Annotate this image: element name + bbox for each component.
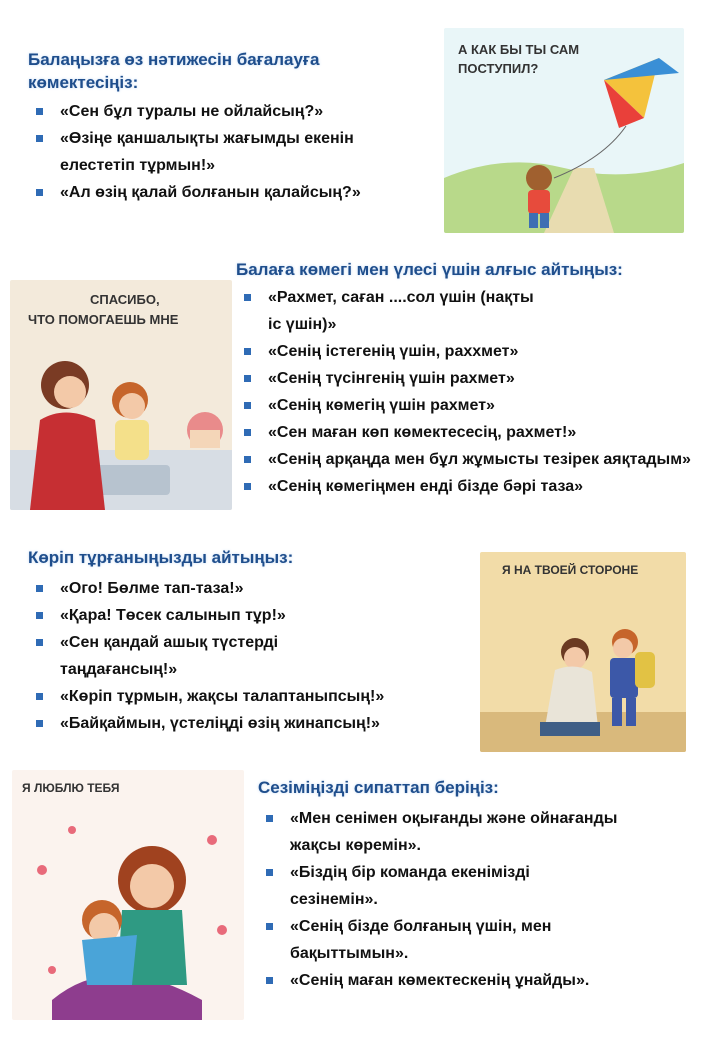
list-item: «Сенің көмегің үшін рахмет»	[236, 392, 712, 419]
image-caption: А КАК БЫ ТЫ САМ	[458, 42, 580, 57]
image-caption: Я НА ТВОЕЙ СТОРОНЕ	[502, 563, 639, 577]
section-heading: Сезіміңізді сипаттап беріңіз:	[258, 778, 499, 797]
section-heading: Балаға көмегі мен үлесі үшін алғыс айтыңыз:	[236, 260, 623, 279]
list-item: «Сен бұл туралы не ойлайсың?»	[28, 98, 448, 125]
image-caption: ЧТО ПОМОГАЕШЬ МНЕ	[28, 312, 179, 327]
section-evaluate	[28, 48, 448, 206]
section-thanks	[236, 258, 712, 500]
list-item: «Көріп тұрмын, жақсы талаптаныпсың!»	[28, 683, 478, 710]
section-heading: Балаңызға өз нәтижесін бағалауға көмектесіңіз:	[28, 50, 320, 92]
image-caption: СПАСИБО,	[90, 292, 160, 307]
list-item: «Мен сенімен оқығанды және ойнағанды жақсы көремін».	[258, 805, 620, 859]
image-caption: ПОСТУПИЛ?	[458, 61, 539, 76]
list-item: «Рахмет, саған ....сол үшін (нақты іс үшін)»	[236, 284, 538, 338]
image-caption: Я ЛЮБЛЮ ТЕБЯ	[22, 781, 120, 795]
list-item: «Қара! Төсек салынып тұр!»	[28, 602, 478, 629]
list-item: «Сенің арқаңда мен бұл жұмысты тезірек аяқтадым»	[236, 446, 708, 473]
list-item: «Сен маған көп көмектесесің, рахмет!»	[236, 419, 712, 446]
list-item: «Сенің көмегіңмен енді бізде бәрі таза»	[236, 473, 712, 500]
list-item: «Сенің маған көмектескенің ұнайды».	[258, 967, 713, 994]
bullet-list	[236, 284, 712, 500]
list-item: «Өзіңе қаншалықты жағымды екенін елестетіп тұрмын!»	[28, 125, 420, 179]
mother-child-dishes-illustration	[10, 280, 232, 510]
list-item: «Сенің түсінгенің үшін рахмет»	[236, 365, 712, 392]
section-heading: Көріп тұрғаныңызды айтыңыз:	[28, 548, 294, 567]
mother-hug-illustration	[12, 770, 244, 1020]
section-observe	[28, 546, 478, 737]
kite-boy-illustration	[444, 28, 684, 233]
list-item: «Байқаймын, үстеліңді өзің жинапсың!»	[28, 710, 478, 737]
list-item: «Біздің бір команда екенімізді сезінемін».	[258, 859, 620, 913]
bullet-list	[28, 98, 448, 206]
list-item: «Сенің бізде болғаның үшін, мен бақыттымын».	[258, 913, 640, 967]
father-son-illustration	[480, 552, 686, 752]
list-item: «Ал өзің қалай болғанын қалайсың?»	[28, 179, 448, 206]
bullet-list	[258, 805, 713, 994]
list-item: «Сен қандай ашық түстерді таңдағансың!»	[28, 629, 360, 683]
list-item: «Ого! Бөлме тап-таза!»	[28, 575, 478, 602]
section-feelings	[258, 776, 713, 994]
list-item: «Сенің істегенің үшін, раххмет»	[236, 338, 712, 365]
bullet-list	[28, 575, 478, 737]
